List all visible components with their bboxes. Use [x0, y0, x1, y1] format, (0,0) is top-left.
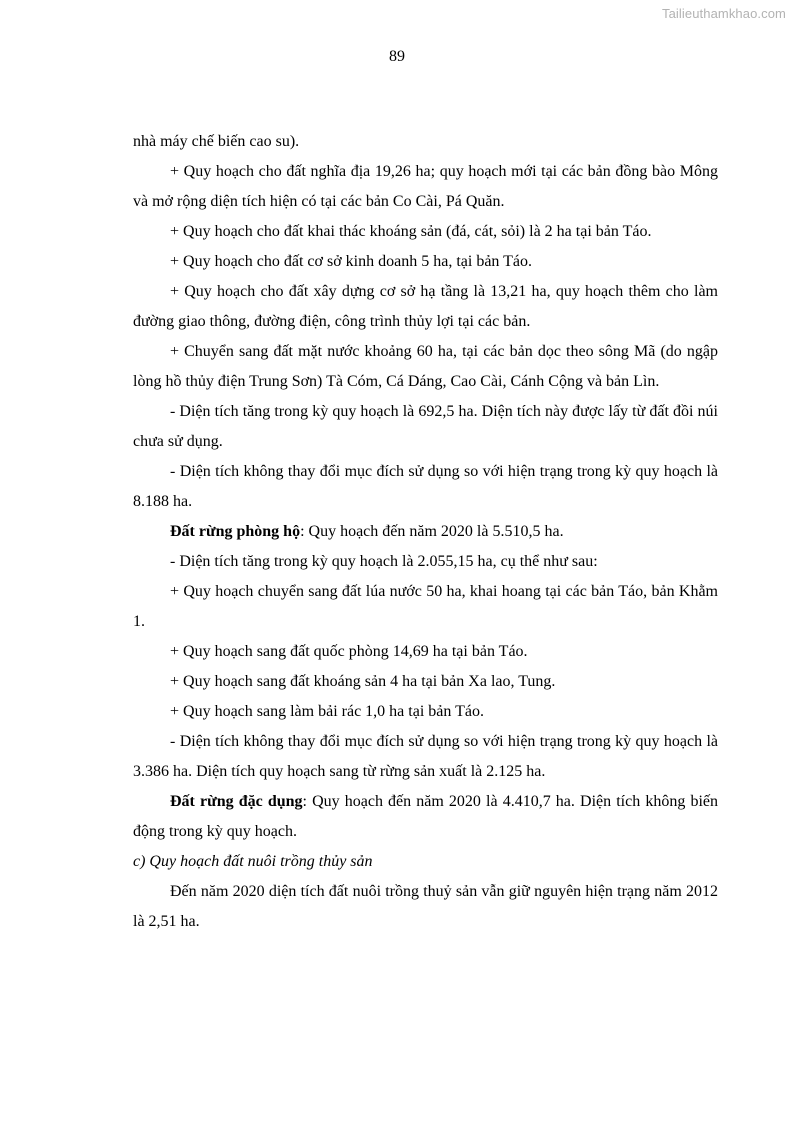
document-body — [133, 127, 718, 937]
heading-dat-rung-phong-ho: Đất rừng phòng hộ — [170, 523, 301, 540]
paragraph: - Diện tích không thay đổi mục đích sử dụng so với hiện trạng trong kỳ quy hoạch là 3.386 ha. Diện tích quy hoạch sang từ rừng sản xuất là 2.125 ha. — [133, 733, 718, 780]
paragraph: + Quy hoạch cho đất xây dựng cơ sở hạ tầng là 13,21 ha, quy hoạch thêm cho làm đường giao thông, đường điện, công trình thủy lợi tại các bản. — [133, 283, 718, 330]
paragraph: + Quy hoạch cho đất khai thác khoáng sản (đá, cát, sỏi) là 2 ha tại bản Táo. — [170, 223, 652, 240]
paragraph: + Quy hoạch cho đất nghĩa địa 19,26 ha; quy hoạch mới tại các bản đồng bào Mông và mở rộng diện tích hiện có tại các bản Co Cài, Pá Quăn. — [133, 163, 718, 210]
paragraph: Đến năm 2020 diện tích đất nuôi trồng thuỷ sản vẫn giữ nguyên hiện trạng năm 2012 là 2,51 ha. — [133, 883, 718, 930]
paragraph — [133, 517, 718, 547]
paragraph-text: : Quy hoạch đến năm 2020 là 4.410,7 ha. Diện tích không biến động trong kỳ quy hoạch. — [133, 793, 718, 840]
paragraph-text: : Quy hoạch đến năm 2020 là 5.510,5 ha. — [300, 523, 564, 540]
watermark: Tailieuthamkhao.com — [661, 6, 786, 21]
paragraph: + Quy hoạch sang làm bải rác 1,0 ha tại bản Táo. — [170, 703, 484, 720]
section-heading: c) Quy hoạch đất nuôi trồng thủy sản — [133, 853, 373, 870]
paragraph: + Quy hoạch sang đất khoáng sản 4 ha tại bản Xa lao, Tung. — [170, 673, 556, 690]
paragraph: - Diện tích không thay đổi mục đích sử dụng so với hiện trạng trong kỳ quy hoạch là 8.188 ha. — [133, 463, 718, 510]
paragraph: - Diện tích tăng trong kỳ quy hoạch là 2.055,15 ha, cụ thể như sau: — [170, 553, 598, 570]
paragraph: nhà máy chế biến cao su). — [133, 133, 300, 150]
paragraph: + Quy hoạch cho đất cơ sở kinh doanh 5 ha, tại bản Táo. — [170, 253, 533, 270]
paragraph: + Quy hoạch sang đất quốc phòng 14,69 ha tại bản Táo. — [170, 643, 528, 660]
heading-dat-rung-dac-dung: Đất rừng đặc dụng — [170, 793, 303, 810]
paragraph: + Quy hoạch chuyển sang đất lúa nước 50 ha, khai hoang tại các bản Táo, bản Khằm 1. — [133, 583, 718, 630]
page-number: 89 — [389, 48, 405, 65]
paragraph: - Diện tích tăng trong kỳ quy hoạch là 692,5 ha. Diện tích này được lấy từ đất đồi núi chưa sử dụng. — [133, 403, 718, 450]
paragraph: + Chuyển sang đất mặt nước khoảng 60 ha, tại các bản dọc theo sông Mã (do ngập lòng hồ thủy điện Trung Sơn) Tà Cóm, Cá Dáng, Cao Cài, Cánh Cộng và bản Lìn. — [133, 343, 718, 390]
paragraph — [133, 787, 718, 847]
